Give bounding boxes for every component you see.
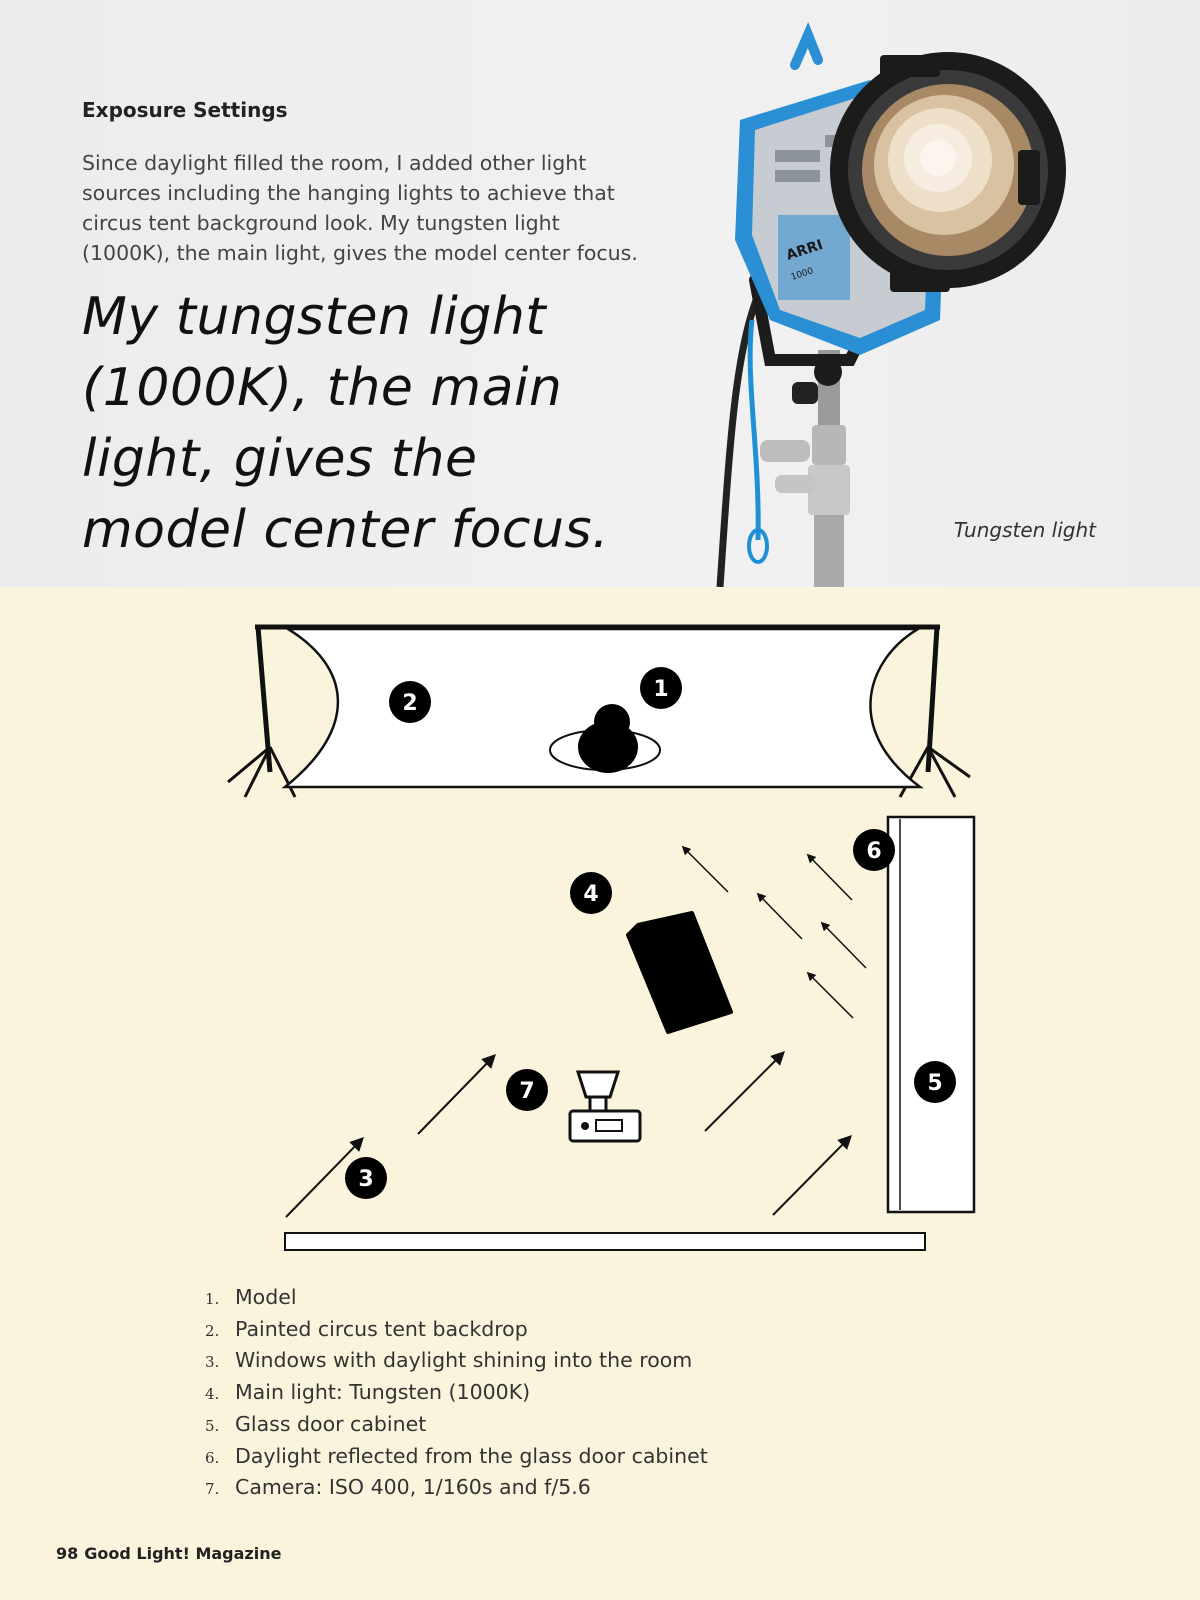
camera-icon: [570, 1072, 640, 1141]
marker-7: [506, 1069, 548, 1111]
pull-quote: My tungsten light (1000K), the main light, gives the model center focus.: [82, 287, 610, 560]
legend-item: [205, 1410, 708, 1442]
marker-2-label: 2: [402, 691, 418, 716]
marker-7-label: 7: [519, 1079, 535, 1104]
marker-2: [389, 681, 431, 723]
legend-item: [205, 1315, 708, 1347]
legend-item: [205, 1283, 708, 1315]
photo-caption: Tungsten light: [953, 518, 1096, 542]
glass-door-cabinet: [888, 817, 974, 1212]
legend-number: 5.: [205, 1416, 220, 1435]
marker-5-label: 5: [927, 1071, 943, 1096]
diagram-legend: [205, 1283, 708, 1505]
main-light-box: [628, 913, 731, 1032]
legend-number: 7.: [205, 1480, 220, 1499]
legend-number: 6.: [205, 1448, 220, 1467]
legend-item: [205, 1346, 708, 1378]
legend-item: [205, 1378, 708, 1410]
lamp-model-label: 1000: [789, 266, 815, 283]
legend-text: Daylight reflected from the glass door cabinet: [235, 1443, 708, 1468]
legend-text: Glass door cabinet: [235, 1411, 427, 1436]
legend-item: [205, 1442, 708, 1474]
legend-text: Painted circus tent backdrop: [235, 1316, 528, 1341]
window-sill: [285, 1233, 925, 1250]
legend-number: 3.: [205, 1353, 220, 1372]
page-footer: [56, 1544, 281, 1563]
page-number: 98: [56, 1544, 79, 1563]
legend-text: Model: [235, 1285, 297, 1309]
marker-5: [914, 1061, 956, 1103]
tungsten-light-photo: [700, 20, 1120, 587]
legend-number: 4.: [205, 1385, 220, 1404]
lighting-diagram: [0, 587, 1200, 1267]
publication-name: Good Light! Magazine: [84, 1544, 282, 1563]
photo-section: [0, 0, 1200, 587]
legend-number: 2.: [205, 1321, 220, 1340]
marker-3-label: 3: [358, 1167, 374, 1192]
marker-6: [853, 829, 895, 871]
legend-text: Windows with daylight shining into the room: [235, 1348, 693, 1373]
section-heading: Exposure Settings: [82, 98, 288, 122]
lamp-brand-label: ARRI: [784, 236, 826, 264]
marker-4-label: 4: [583, 882, 599, 907]
intro-paragraph: Since daylight filled the room, I added other light sources including the hanging lights to achieve that circus tent background look. My tungsten light (1000K), the main light, gives the model center focus.: [82, 151, 638, 265]
marker-6-label: 6: [866, 839, 882, 864]
marker-3: [345, 1157, 387, 1199]
legend-number: 1.: [205, 1290, 220, 1308]
legend-text: Main light: Tungsten (1000K): [235, 1380, 531, 1405]
marker-4: [570, 872, 612, 914]
legend-text: Camera: ISO 400, 1/160s and f/5.6: [235, 1475, 591, 1500]
legend-item: [205, 1473, 708, 1505]
marker-1: [640, 667, 682, 709]
marker-1-label: 1: [653, 677, 669, 702]
